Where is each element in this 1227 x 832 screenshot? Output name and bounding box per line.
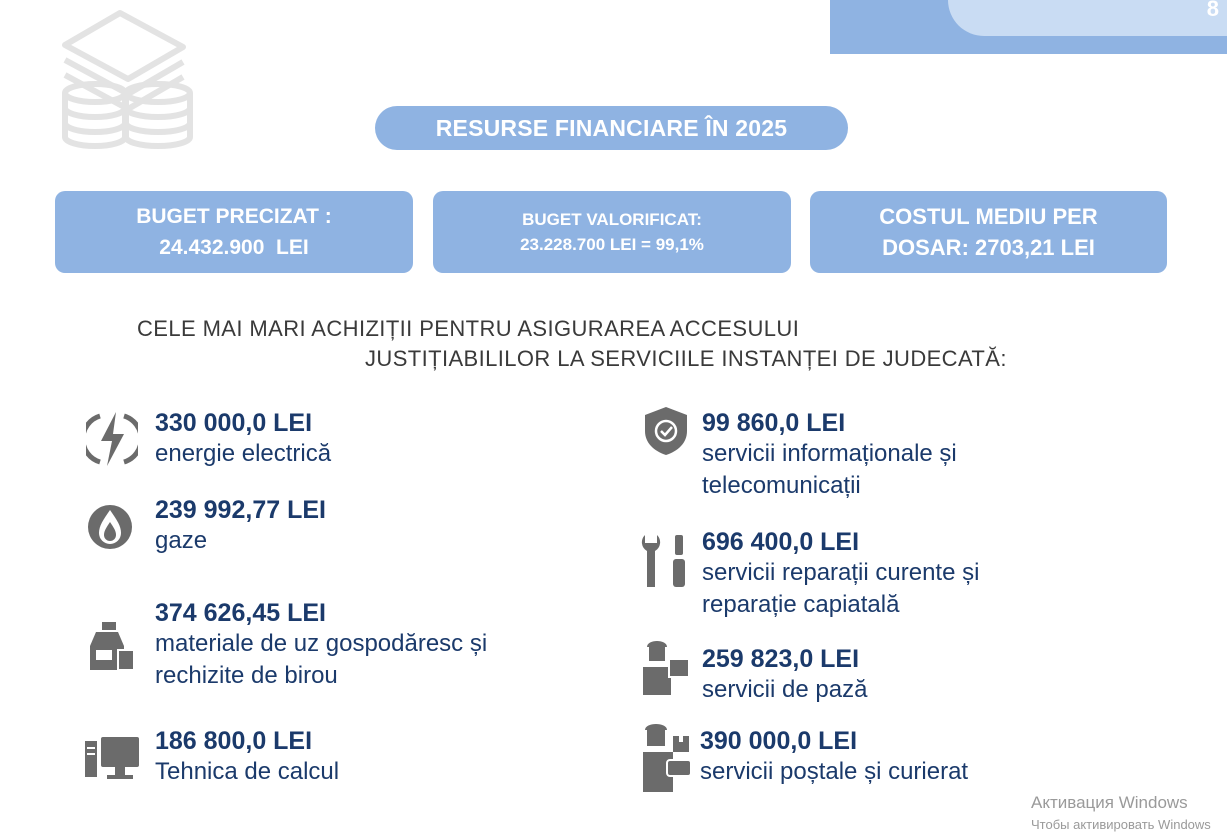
- list-item-computing: [155, 726, 339, 788]
- item-description: servicii informaționale și: [702, 440, 957, 467]
- item-description: materiale de uz gospodăresc și: [155, 630, 488, 657]
- list-item-it-services: [702, 408, 957, 502]
- lightning-icon: [86, 410, 138, 468]
- page-tab-highlight: [948, 0, 1227, 36]
- item-amount: 330 000,0 LEI: [155, 409, 313, 437]
- card-value: 23.228.700 LEI = 99,1%: [520, 235, 704, 254]
- budget-valorificat-card: [433, 191, 791, 273]
- item-amount: 259 823,0 LEI: [702, 645, 860, 673]
- item-amount: 696 400,0 LEI: [702, 528, 860, 556]
- item-description: servicii reparații curente și: [702, 559, 980, 586]
- list-item-electricity: [155, 408, 331, 470]
- computer-icon: [85, 737, 139, 781]
- card-value: 24.432.900 LEI: [159, 236, 309, 259]
- page-number: 8: [1206, 0, 1219, 21]
- list-item-gas: [155, 495, 326, 557]
- item-amount: 374 626,45 LEI: [155, 599, 326, 627]
- list-item-guard: [702, 644, 867, 706]
- item-description: servicii poștale și curierat: [700, 758, 969, 785]
- item-description-line2: rechizite de birou: [155, 662, 338, 689]
- list-item-repairs: [702, 527, 979, 621]
- card-label: BUGET PRECIZAT :: [136, 205, 332, 228]
- repair-tools-icon: [641, 533, 687, 589]
- shield-check-icon: [643, 405, 689, 457]
- item-amount: 390 000,0 LEI: [700, 727, 858, 755]
- activation-watermark-title: Активация Windows: [1031, 793, 1188, 812]
- courier-icon: [643, 720, 693, 794]
- list-item-postal: [700, 726, 968, 788]
- item-amount: 99 860,0 LEI: [702, 409, 846, 437]
- item-description: gaze: [155, 527, 208, 554]
- activation-watermark-subtitle: Чтобы активировать Windows: [1031, 817, 1211, 832]
- money-stack-icon: [55, 5, 195, 150]
- item-amount: 239 992,77 LEI: [155, 496, 326, 524]
- guard-icon: [643, 637, 691, 697]
- item-description-line2: reparație capiatală: [702, 591, 900, 618]
- cleaning-supplies-icon: [88, 620, 138, 672]
- item-description: Tehnica de calcul: [155, 758, 340, 785]
- item-description: energie electrică: [155, 440, 332, 467]
- card-label: COSTUL MEDIU PER: [879, 204, 1098, 229]
- average-cost-card: [810, 191, 1167, 273]
- subtitle-line-2: JUSTIȚIABILILOR LA SERVICIILE INSTANȚEI DE JUDECATĂ:: [365, 346, 1007, 371]
- subtitle-line-1: CELE MAI MARI ACHIZIȚII PENTRU ASIGURAREA ACCESULUI: [137, 316, 800, 341]
- section-title: RESURSE FINANCIARE ÎN 2025: [375, 106, 848, 150]
- card-value: DOSAR: 2703,21 LEI: [882, 235, 1095, 260]
- item-description: servicii de pază: [702, 676, 868, 703]
- gas-flame-icon: [87, 502, 133, 552]
- list-item-household-materials: [155, 598, 487, 692]
- card-label: BUGET VALORIFICAT:: [522, 210, 702, 229]
- budget-precizat-card: [55, 191, 413, 273]
- item-description-line2: telecomunicații: [702, 472, 861, 499]
- item-amount: 186 800,0 LEI: [155, 727, 313, 755]
